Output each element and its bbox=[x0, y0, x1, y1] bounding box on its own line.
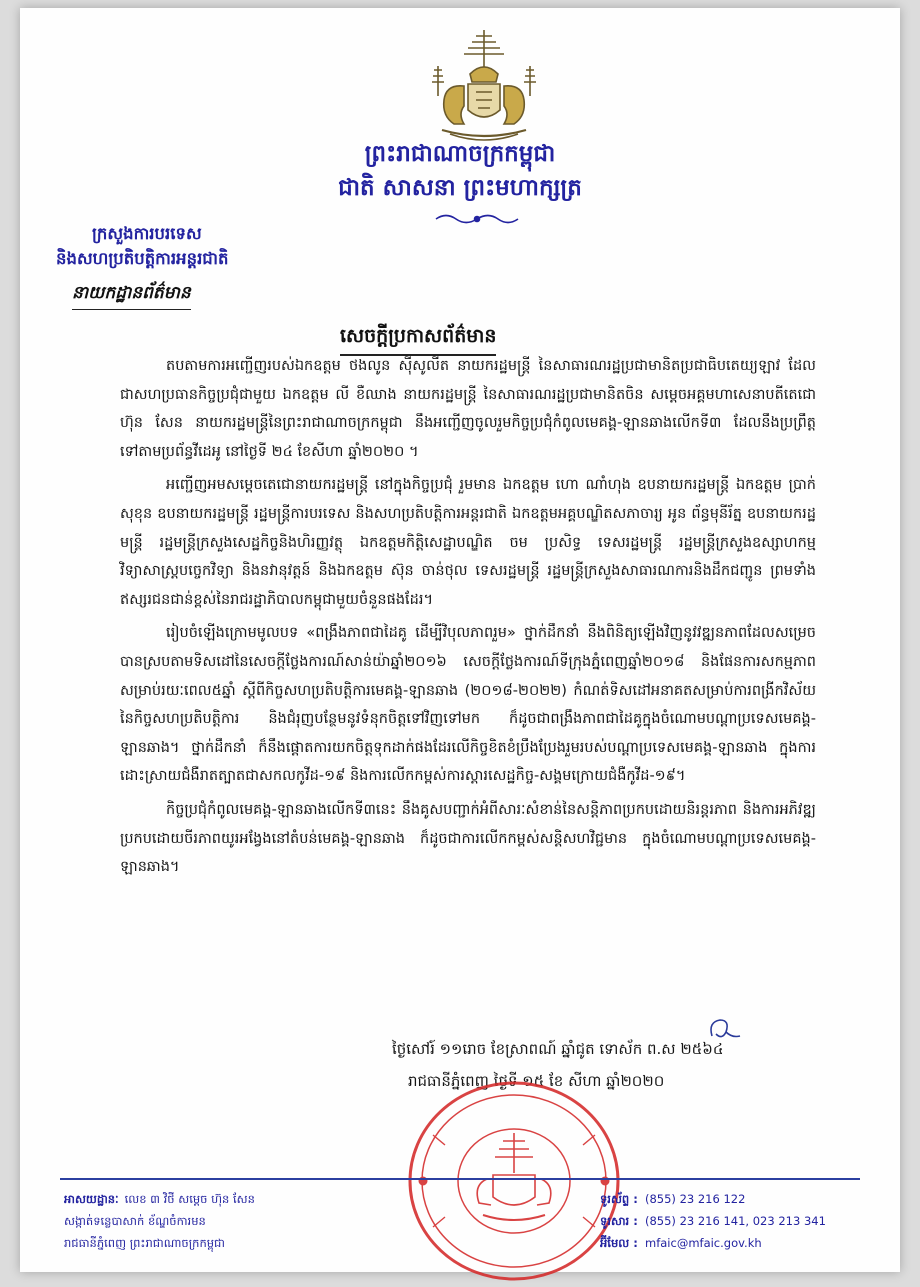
email-label: អ៊ីមែល : bbox=[600, 1236, 638, 1250]
department-name: នាយកដ្ឋានព័ត៌មាន bbox=[72, 282, 191, 310]
email-address: mfaic@mfaic.gov.kh bbox=[645, 1236, 762, 1250]
paragraph: អញ្ជើញអមសម្តេចតេជោនាយករដ្ឋមន្ត្រី នៅក្នុងកិច្ចប្រជុំ រួមមាន ឯកឧត្តម ហោ ណាំហុង ឧបនាយករដ្ឋមន្ត្រី ឯកឧត្តម ប្រាក់ សុខុន ឧបនាយករដ្ឋមន្ត្រី រដ្ឋមន្ត្រីការបរទេស និងសហប្រតិបត្តិការអន្តរជាតិ ឯកឧត្តមអគ្គបណ្ឌិតសភាចារ្យ អូន ព័ន្ធមុនីរ័ត្ន ឧបនាយករដ្ឋមន្ត្រី រដ្ឋមន្ត្រីក្រសួងសេដ្ឋកិច្ចនិងហិរញ្ញវត្ថុ ឯកឧត្តមកិត្តិសេដ្ឋាបណ្ឌិត ចម ប្រសិទ្ធ ទេសរដ្ឋមន្ត្រី រដ្ឋមន្ត្រីក្រសួងឧស្សាហកម្ម វិទ្យាសាស្ត្របច្ចេកវិទ្យា និងនវានុវត្តន៍ និងឯកឧត្តម ស៊ុន ចាន់ថុល ទេសរដ្ឋមន្ត្រី រដ្ឋមន្ត្រីក្រសួងសាធារណការនិងដឹកជញ្ជូន ព្រមទាំងឥស្សរជនជាន់ខ្ពស់នៃរាជរដ្ឋាភិបាលកម្ពុជាមួយចំនួនផងដែរ។ bbox=[120, 477, 816, 608]
ministry-name-line1: ក្រសួងការបរទេស bbox=[92, 224, 202, 243]
address-line3: រាជធានីភ្នំពេញ ព្រះរាជាណាចក្រកម្ពុជា bbox=[64, 1236, 225, 1250]
paragraph: រៀបចំឡើងក្រោមមូលបទ «ពង្រឹងភាពជាដៃគូ ដើម្បីវិបុលភាពរួម» ថ្នាក់ដឹកនាំ នឹងពិនិត្យឡើងវិញនូវវឌ្ឍនភាពដែលសម្រេចបានស្របតាមទិសដៅនៃសេចក្តីថ្លែងការណ៍សាន់យ៉ាឆ្នាំ២០១៦ សេចក្តីថ្លែងការណ៍ទីក្រុងភ្នំពេញឆ្នាំ២០១៨ និងផែនការសកម្មភាពសម្រាប់រយៈពេល៥ឆ្នាំ ស្តីពីកិច្ចសហប្រតិបត្តិការមេគង្គ-ឡានឆាង (២០១៨-២០២២) កំណត់ទិសដៅអនាគតសម្រាប់ការពង្រីកវិស័យនៃកិច្ចសហប្រតិបត្តិការ និងជំរុញបន្ថែមនូវទំនុកចិត្តទៅវិញទៅមក ក៏ដូចជាពង្រឹងភាពជាដៃគូក្នុងចំណោមបណ្តាប្រទេសមេគង្គ-ឡានឆាង។ ថ្នាក់ដឹកនាំ ក៏នឹងផ្តោតការយកចិត្តទុកដាក់ផងដែរលើកិច្ចខិតខំប្រឹងប្រែងរួមរបស់បណ្តាប្រទេសមេគង្គ-ឡានឆាង ក្នុងការដោះស្រាយជំងឺរាតត្បាតជាសកលកូវីដ-១៩ និងការលើកកម្ពស់ការស្តារសេដ្ឋកិច្ច-សង្គមក្រោយជំងឺកូវីដ-១៩។ bbox=[120, 625, 816, 785]
decorative-divider-icon bbox=[432, 210, 522, 228]
footer-divider bbox=[60, 1178, 860, 1180]
phone-label: ទូរស័ព្ទ : bbox=[600, 1192, 638, 1206]
royal-coat-of-arms-icon bbox=[424, 26, 544, 148]
document-page bbox=[20, 8, 900, 1272]
paragraph: កិច្ចប្រជុំកំពូលមេគង្គ-ឡានឆាងលើកទី៣នេះ នឹងគូសបញ្ជាក់អំពីសារៈសំខាន់នៃសន្តិភាពប្រកបដោយនិរន្តរភាព និងការអភិវឌ្ឍប្រកបដោយចីរភាពយូរអង្វែងនៅតំបន់មេគង្គ-ឡានឆាង ក៏ដូចជាការលើកកម្ពស់សន្តិសហវិជ្ជមាន ក្នុងចំណោមបណ្តាប្រទេសមេគង្គ-ឡានឆាង។ bbox=[120, 801, 816, 876]
address-line2: សង្កាត់ទន្លេបាសាក់ ខ័ណ្ឌចំការមន bbox=[64, 1214, 206, 1228]
lunar-date: ថ្ងៃសៅរ៍ ១១រោច ខែស្រាពណ៍ ឆ្នាំជូត ទោស័ក ព.ស ២៥៦៤ bbox=[392, 1040, 724, 1058]
footer-contact bbox=[600, 1188, 826, 1254]
address-line1: លេខ ៣ វិថី សម្តេច ហ៊ុន សែន bbox=[124, 1192, 255, 1206]
ministry-seal-stamp-icon bbox=[403, 1075, 625, 1287]
solar-date: រាជធានីភ្នំពេញ ថ្ងៃទី ១៥ ខែ សីហា ឆ្នាំ២០២០ bbox=[408, 1072, 665, 1090]
paragraph: តបតាមការអញ្ជើញរបស់ឯកឧត្តម ថងលូន ស៊ីសូលីត នាយករដ្ឋមន្ត្រី នៃសាធារណរដ្ឋប្រជាមានិតប្រជាធិបតេយ្យឡាវ ដែលជាសហប្រធានកិច្ចប្រជុំជាមួយ ឯកឧត្តម លី ខឺឈាង នាយករដ្ឋមន្ត្រី នៃសាធារណរដ្ឋប្រជាមានិតចិន សម្តេចអគ្គមហាសេនាបតីតេជោ ហ៊ុន សែន នាយករដ្ឋមន្ត្រីនៃព្រះរាជាណាចក្រកម្ពុជា នឹងអញ្ជើញចូលរួមកិច្ចប្រជុំកំពូលមេគង្គ-ឡានឆាងលើកទី៣ ដែលនឹងប្រព្រឹត្តទៅតាមប្រព័ន្ធវីដេអូ នៅថ្ងៃទី ២៤ ខែសីហា ឆ្នាំ២០២០ ។ bbox=[120, 358, 816, 460]
kingdom-heading: ព្រះរាជាណាចក្រកម្ពុជា bbox=[364, 141, 556, 167]
fax-label: ទូរសារ : bbox=[600, 1214, 638, 1228]
footer-address bbox=[64, 1188, 255, 1254]
press-release-body bbox=[120, 352, 816, 887]
document-title: សេចក្តីប្រកាសព័ត៌មាន bbox=[340, 324, 496, 356]
phone-number: (855) 23 216 122 bbox=[645, 1192, 746, 1206]
ministry-name-line2: និងសហប្រតិបត្តិការអន្តរជាតិ bbox=[56, 249, 229, 268]
address-label: អាសយដ្ឋានៈ bbox=[64, 1192, 119, 1206]
national-motto: ជាតិ សាសនា ព្រះមហាក្សត្រ bbox=[338, 175, 582, 201]
fax-number: (855) 23 216 141, 023 213 341 bbox=[645, 1214, 826, 1228]
